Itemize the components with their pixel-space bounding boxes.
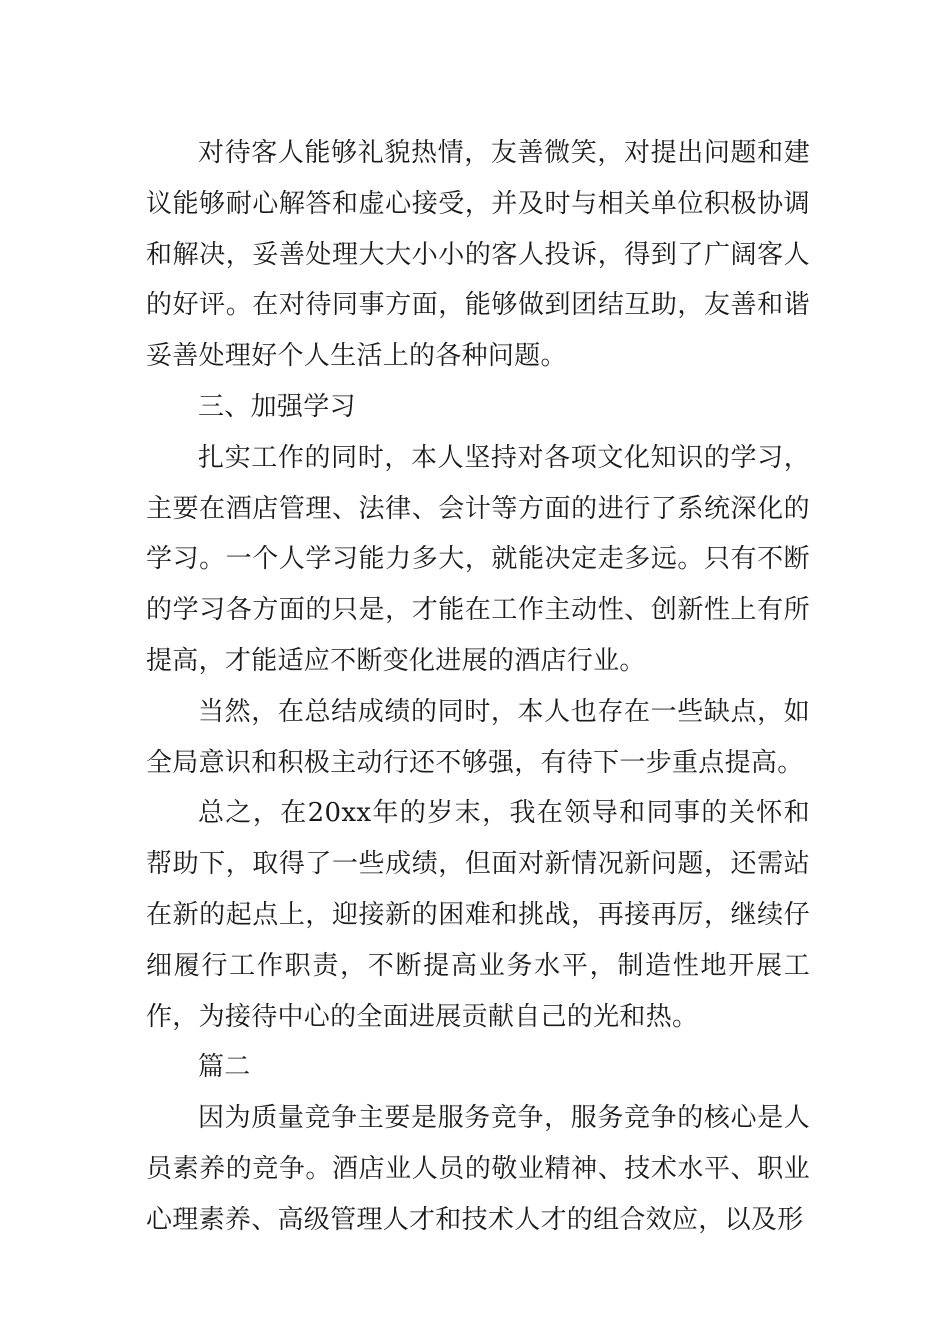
section-heading-part-two: 篇二 [198,1052,251,1083]
paragraph-summary: 总之，在20xx年的岁末，我在领导和同事的关怀和帮助下，取得了一些成绩，但面对新情况新问题，还需站在新的起点上，迎接新的困难和挑战，再接再厉，继续仔细履行工作职责，不断提高业务水平，制造性地开展工作，为接待中心的全面进展贡献自己的光和热。 [146,798,810,1032]
paragraph-competition: 因为质量竞争主要是服务竞争，服务竞争的核心是人员素养的竞争。酒店业人员的敬业精神、技术水平、职业心理素养、高级管理人才和技术人才的组合效应，以及形 [146,1103,810,1235]
paragraph-customer-service: 对待客人能够礼貌热情，友善微笑，对提出问题和建议能够耐心解答和虚心接受，并及时与相关单位积极协调和解决，妥善处理大大小小的客人投诉，得到了广阔客人的好评。在对待同事方面，能够做到团结互助，友善和谐妥善处理好个人生活上的各种问题。 [146,138,810,372]
paragraph-study: 扎实工作的同时，本人坚持对各项文化知识的学习，主要在酒店管理、法律、会计等方面的进行了系统深化的学习。一个人学习能力多大，就能决定走多远。只有不断的学习各方面的只是，才能在工作主动性、创新性上有所提高，才能适应不断变化进展的酒店行业。 [146,442,810,676]
document-body [146,128,810,1246]
section-heading-study: 三、加强学习 [198,391,356,422]
paragraph-shortcomings: 当然，在总结成绩的同时，本人也存在一些缺点，如全局意识和积极主动行还不够强，有待下一步重点提高。 [146,696,810,778]
